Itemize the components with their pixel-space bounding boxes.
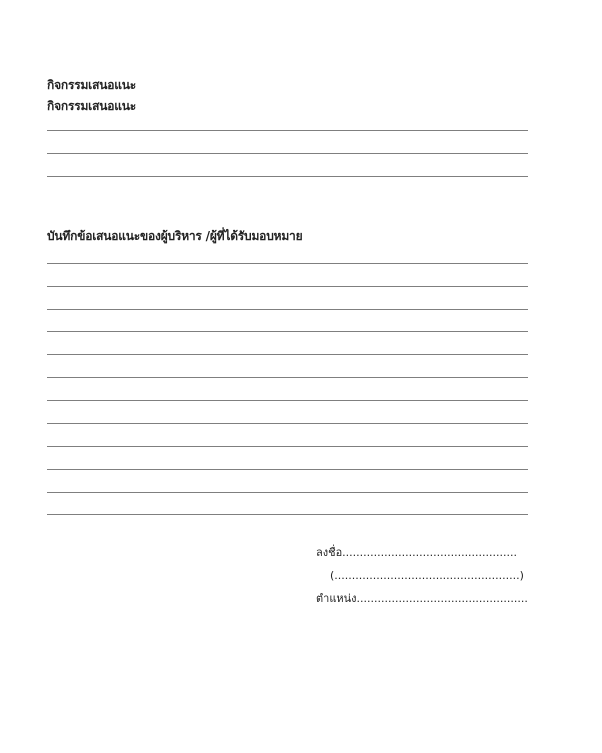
writing-line [47,176,528,177]
writing-line [47,309,528,310]
writing-line [47,331,528,332]
writing-line [47,423,528,424]
writing-line [47,263,528,264]
writing-line [47,130,528,131]
writing-line [47,286,528,287]
writing-line [47,153,528,154]
writing-line [47,492,528,493]
writing-line [47,354,528,355]
writing-line [47,469,528,470]
writing-line [47,446,528,447]
signature-name-parentheses: (.....................................................) [330,569,524,582]
section-heading-activity: กิจกรรมเสนอแนะ [47,78,136,92]
position-line: ตำแหน่ง................................................. [316,592,528,605]
writing-line [47,400,528,401]
section-heading-activity-repeat: กิจกรรมเสนอแนะ [47,99,136,113]
writing-line [47,514,528,515]
signature-line: ลงชื่อ.................................................. [316,546,518,559]
section-heading-admin-notes: บันทึกข้อเสนอแนะของผู้บริหาร /ผู้ที่ได้รับมอบหมาย [47,229,303,243]
writing-line [47,377,528,378]
